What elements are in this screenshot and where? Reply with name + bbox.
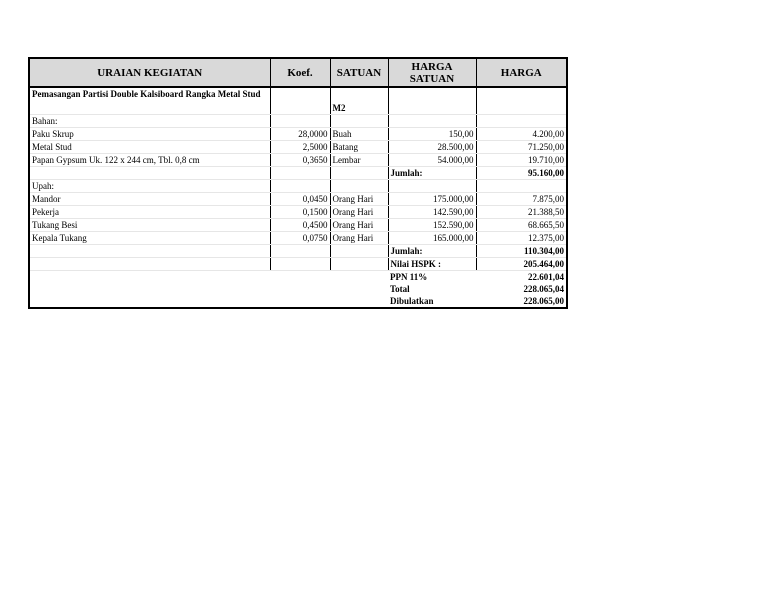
bahan-label: Bahan:: [29, 115, 270, 128]
cell-harga-satuan: 28.500,00: [388, 141, 476, 154]
cell-satuan: Orang Hari: [330, 193, 388, 206]
cell-harga: 4.200,00: [476, 128, 567, 141]
cell-harga: 19.710,00: [476, 154, 567, 167]
empty-cell: [330, 115, 388, 128]
ppn-value: 22.601,04: [476, 271, 567, 284]
header-harga: HARGA: [476, 58, 567, 87]
cell-satuan: Orang Hari: [330, 206, 388, 219]
bahan-jumlah-label: Jumlah:: [388, 167, 476, 180]
item-title-row: [29, 87, 567, 115]
cell-harga: 7.875,00: [476, 193, 567, 206]
table-row: [29, 232, 567, 245]
cell-koef: 0,0750: [270, 232, 330, 245]
cell-uraian: Pekerja: [29, 206, 270, 219]
cost-analysis-sheet: [28, 57, 566, 309]
empty-cell: [29, 245, 270, 258]
table-row: [29, 206, 567, 219]
empty-cell: [476, 180, 567, 193]
empty-cell: [270, 87, 330, 115]
total-label: Total: [390, 284, 410, 294]
cell-uraian: Paku Skrup: [29, 128, 270, 141]
table-row: [29, 193, 567, 206]
cell-harga-satuan: 152.590,00: [388, 219, 476, 232]
hspk-value: 205.464,00: [476, 258, 567, 271]
empty-cell: [29, 283, 388, 295]
cell-harga-satuan: 150,00: [388, 128, 476, 141]
header-koef: Koef.: [270, 58, 330, 87]
cell-uraian: Mandor: [29, 193, 270, 206]
cell-koef: 28,0000: [270, 128, 330, 141]
table-row: [29, 154, 567, 167]
cost-analysis-table: [28, 57, 568, 309]
upah-label: Upah:: [29, 180, 270, 193]
total-row: [29, 283, 567, 295]
cell-koef: 2,5000: [270, 141, 330, 154]
cell-harga-satuan: 54.000,00: [388, 154, 476, 167]
empty-cell: [270, 167, 330, 180]
empty-cell: [29, 295, 388, 308]
header-row: [29, 58, 567, 87]
bahan-jumlah-value: 95.160,00: [476, 167, 567, 180]
total-value: 228.065,04: [476, 283, 567, 295]
subtotal-row: [29, 167, 567, 180]
total-row: [29, 295, 567, 308]
empty-cell: [29, 167, 270, 180]
empty-cell: [270, 245, 330, 258]
empty-cell: [388, 115, 476, 128]
header-harga-satuan: HARGA SATUAN: [388, 58, 476, 87]
empty-cell: [330, 167, 388, 180]
cell-koef: 0,4500: [270, 219, 330, 232]
empty-cell: [330, 245, 388, 258]
empty-cell: [330, 180, 388, 193]
total-row: [29, 271, 567, 284]
empty-cell: [29, 258, 270, 271]
cell-harga-satuan: 142.590,00: [388, 206, 476, 219]
cell-uraian: Tukang Besi: [29, 219, 270, 232]
upah-jumlah-value: 110.304,00: [476, 245, 567, 258]
table-row: [29, 128, 567, 141]
cell-harga: 21.388,50: [476, 206, 567, 219]
section-label-row: [29, 115, 567, 128]
table-row: [29, 141, 567, 154]
empty-cell: [270, 258, 330, 271]
hspk-row: [29, 258, 567, 271]
cell-satuan: Lembar: [330, 154, 388, 167]
empty-cell: [388, 180, 476, 193]
rounded-value: 228.065,00: [476, 295, 567, 308]
cell-harga: 71.250,00: [476, 141, 567, 154]
upah-jumlah-label: Jumlah:: [388, 245, 476, 258]
table-row: [29, 219, 567, 232]
cell-satuan: Batang: [330, 141, 388, 154]
cell-harga-satuan: 175.000,00: [388, 193, 476, 206]
item-title: Pemasangan Partisi Double Kalsiboard Rangka Metal Stud: [29, 87, 270, 115]
subtotal-row: [29, 245, 567, 258]
ppn-label: PPN 11%: [390, 272, 428, 282]
cell-koef: 0,1500: [270, 206, 330, 219]
rounded-label: Dibulatkan: [390, 296, 434, 306]
cell-uraian: Metal Stud: [29, 141, 270, 154]
cell-harga-satuan: 165.000,00: [388, 232, 476, 245]
cell-satuan: Orang Hari: [330, 232, 388, 245]
item-unit: M2: [330, 87, 388, 115]
empty-cell: [270, 115, 330, 128]
empty-cell: [330, 258, 388, 271]
header-satuan: SATUAN: [330, 58, 388, 87]
empty-cell: [29, 271, 388, 284]
hspk-label: Nilai HSPK :: [388, 258, 476, 271]
cell-uraian: Papan Gypsum Uk. 122 x 244 cm, Tbl. 0,8 cm: [29, 154, 270, 167]
cell-uraian: Kepala Tukang: [29, 232, 270, 245]
empty-cell: [270, 180, 330, 193]
cell-satuan: Buah: [330, 128, 388, 141]
cell-koef: 0,0450: [270, 193, 330, 206]
empty-cell: [476, 115, 567, 128]
header-uraian: URAIAN KEGIATAN: [29, 58, 270, 87]
empty-cell: [388, 87, 476, 115]
cell-satuan: Orang Hari: [330, 219, 388, 232]
section-label-row: [29, 180, 567, 193]
cell-koef: 0,3650: [270, 154, 330, 167]
cell-harga: 68.665,50: [476, 219, 567, 232]
cell-harga: 12.375,00: [476, 232, 567, 245]
empty-cell: [476, 87, 567, 115]
